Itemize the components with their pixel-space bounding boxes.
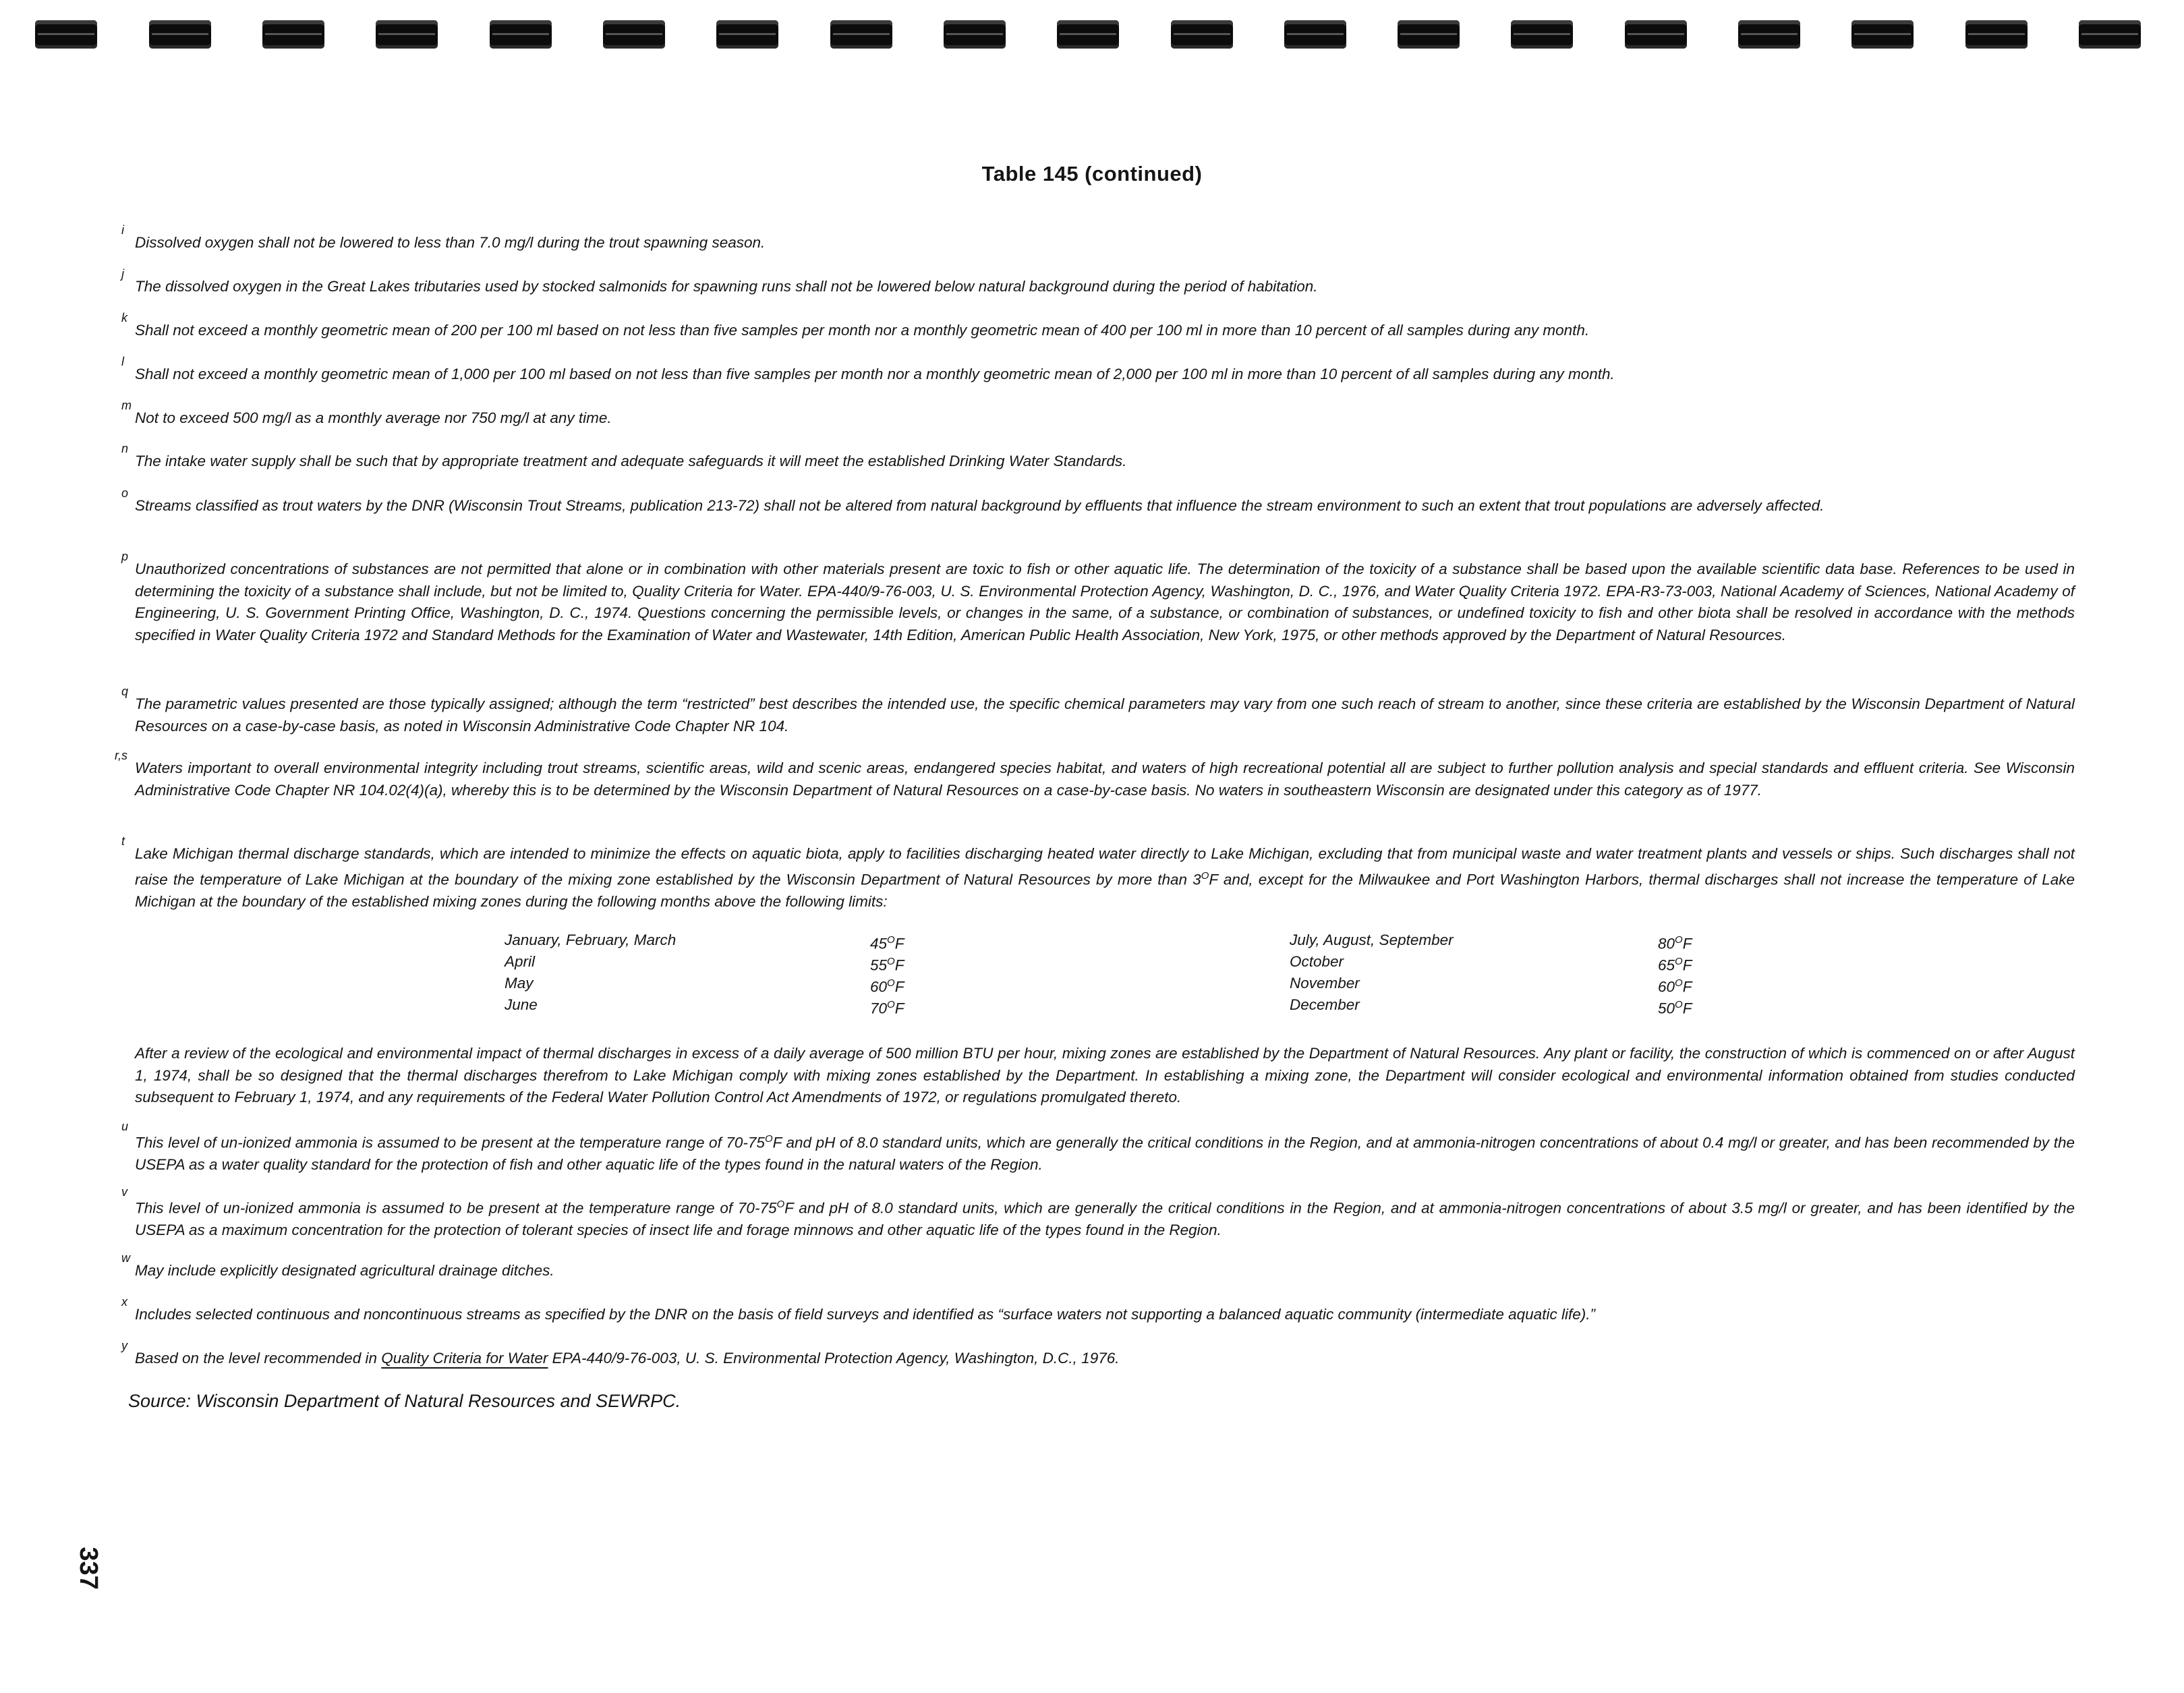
footnote-mark: p [121,550,129,563]
source-note: Source: Wisconsin Department of Natural Resources and SEWRPC. [128,1391,681,1411]
limit-temperature: $60^OF$ [1658,977,1692,996]
limit-months: October [1290,953,1344,970]
footnote-mark: j [121,267,124,281]
footnote-u [121,1120,2075,1176]
binder-hole [1625,20,1687,49]
binder-hole [35,20,97,49]
footnote-x [121,1295,2075,1326]
limit-months: January, February, March [505,931,677,948]
footnote-text: Lake Michigan thermal discharge standards, which are intended to minimize the effects on aquatic biota, apply to facilities discharging heated water directly to Lake Michigan, excluding that from municipal waste and water treatment plants and vessels or ships. Such discharges shall not raise the temperature of Lake Michigan at the boundary of the mixing zone established by the Wisconsin Department of Natural Resources by more than 3 [135,845,2075,888]
binder-hole [1284,20,1346,49]
limit-temperature: $80^OF$ [1658,934,1692,952]
limit-temperature: $55^OF$ [870,956,904,974]
binder-hole [1057,20,1119,49]
binder-hole [1398,20,1460,49]
footnote-rs [115,749,2075,801]
binder-hole [1738,20,1800,49]
binder-hole [2079,20,2141,49]
footnote-text: Shall not exceed a monthly geometric mean of 200 per 100 ml based on not less than five samples per month nor a monthly geometric mean of 400 per 100 ml in more than 10 percent of all samples during any month. [135,322,1590,339]
limit-temperature: $70^OF$ [870,999,904,1017]
footnote-text: Waters important to overall environmental integrity including trout streams, scientific areas, wild and scenic areas, endangered species habitat, and waters of high recreational potential all are subject to further pollution analysis and special standards and effluent criteria. See Wisconsin Administrative Code Chapter NR 104.02(4)(a), whereby this is to be determined by the Wisconsin Department of Natural Resources on a case-by-case basis. No waters in southeastern Wisconsin are designated under this category as of 1977. [135,759,2075,799]
footnote-q [121,685,2075,737]
binder-hole [262,20,324,49]
limit-temperature: $45^OF$ [870,934,904,952]
binder-hole [1171,20,1233,49]
footnote-m [121,399,2075,430]
footnote-mark: o [121,486,129,500]
footnote-w [121,1251,2075,1282]
footnote-text: F and pH of 8.0 standard units, which are generally the critical conditions in the Region, and at ammonia-nitrogen concentrations of about 3.5 mg/l or greater, and has been identified by the USEPA as a maximum concentration for the protection of tolerant species of insect life and forage minnows and other aquatic life of the types found in the Region. [135,1199,2075,1238]
footnote-text: F and pH of 8.0 standard units, which are generally the critical conditions in the Region, and at ammonia-nitrogen concentrations of about 0.4 mg/l or greater, and has been recommended by the USEPA as a water quality standard for the protection of fish and other aquatic life of the types found in the natural waters of the Region. [135,1134,2075,1173]
footnote-text: Unauthorized concentrations of substances are not permitted that alone or in combination with other materials present are toxic to fish or other aquatic life. The determination of the toxicity of a substance shall be based upon the available scientific data base. References to be used in determining the toxicity of a substance shall include, but not be limited to, Quality Criteria for Water. EPA-440/9-76-003, U. S. Environmental Protection Agency, Washington, D. C., 1976, and Water Quality Criteria 1972. EPA-R3-73-003, National Academy of Sciences, National Academy of Engineering, U. S. Government Printing Office, Washington, D. C., 1974. Questions concerning the permissible levels, or changes in the same, of a substance, or combination of substances, or undefined toxicity to fish and other biota shall be resolved in accordance with the methods specified in Water Quality Criteria 1972 and Standard Methods for the Examination of Water and Wastewater, 14th Edition, American Public Health Association, New York, 1975, or other methods approved by the Department of Natural Resources. [135,561,2075,643]
footnote-mark: v [121,1185,127,1199]
footnote-v [121,1185,2075,1242]
footnote-mark: i [121,223,124,237]
footnote-p [121,550,2075,646]
page-number: 337 [74,1547,103,1590]
footnote-text: EPA-440/9-76-003, U. S. Environmental Protection Agency, Washington, D.C., 1976. [548,1350,1120,1367]
footnote-text: Not to exceed 500 mg/l as a monthly average nor 750 mg/l at any time. [135,409,612,426]
limit-months: April [505,953,536,970]
binder-hole [490,20,552,49]
footnote-text: Includes selected continuous and noncontinuous streams as specified by the DNR on the basis of field surveys and identified as “surface waters not supporting a balanced aquatic community (intermediate aquatic life).” [135,1306,1595,1323]
footnote-i [121,223,2075,254]
limit-months: December [1290,996,1360,1013]
degree-sign: O [764,1133,773,1145]
footnote-text: The dissolved oxygen in the Great Lakes tributaries used by stocked salmonids for spawning runs shall not be lowered below natural background during the period of habitation. [135,278,1318,295]
footnote-o [121,486,2075,517]
footnote-mark: m [121,399,132,412]
footnote-mark: l [121,355,124,368]
thermal-limits-table [0,929,2184,1017]
limit-months: July, August, September [1290,931,1454,948]
footnote-text: This level of un-ionized ammonia is assumed to be present at the temperature range of 70-75 [135,1134,765,1151]
footnote-y [121,1339,2075,1370]
footnote-mark: x [121,1295,127,1309]
footnote-t-followup: After a review of the ecological and environmental impact of thermal discharges in excess of a daily average of 500 million BTU per hour, mixing zones are established by the Department of Natural Resources. Any plant or facility, the construction of which is commenced on or after August 1, 1974, shall be so designed that the thermal discharges therefrom to Lake Michigan comply with mixing zones established by the Department. In establishing a mixing zone, the Department will consider ecological and environmental information obtained from studies conducted subsequent to February 1, 1974, and any requirements of the Federal Water Pollution Control Act Amendments of 1972, or regulations promulgated thereto. [135,1045,2075,1106]
footnote-j [121,267,2075,298]
footnote-mark: r,s [115,749,128,762]
footnote-text: Based on the level recommended in [135,1350,382,1367]
footnote-text: Streams classified as trout waters by the DNR (Wisconsin Trout Streams, publication 213-72) shall not be altered from natural background by effluents that influence the stream environment to such an extent that trout populations are adversely affected. [135,497,1824,514]
binder-hole [830,20,892,49]
binder-hole [944,20,1006,49]
limit-months: May [505,975,534,992]
binder-hole [1511,20,1573,49]
footnote-mark: n [121,442,129,455]
footnote-k [121,311,2075,342]
binder-hole [603,20,665,49]
binder-hole [376,20,438,49]
limit-months: June [505,996,538,1013]
footnote-text: The parametric values presented are those typically assigned; although the term “restricted” best describes the intended use, the specific chemical parameters may vary from one such reach of stream to another, since these criteria are established by the Wisconsin Department of Natural Resources on a case-by-case basis, as noted in Wisconsin Administrative Code Chapter NR 104. [135,695,2075,735]
limit-temperature: $60^OF$ [870,977,904,996]
limit-temperature: $50^OF$ [1658,999,1692,1017]
table-title: Table 145 (continued) [981,162,1203,185]
limit-months: November [1290,975,1360,992]
footnote-text: Shall not exceed a monthly geometric mean of 1,000 per 100 ml based on not less than five samples per month nor a monthly geometric mean of 2,000 per 100 ml in more than 10 percent of all samples during any month. [135,366,1615,382]
footnote-mark: t [121,834,125,848]
footnote-text: F and, except for the Milwaukee and Port Washington Harbors, thermal discharges shall not increase the temperature of Lake Michigan at the boundary of the established mixing zones during the following months above the following limits: [135,871,2075,910]
footnote-l [121,355,2075,386]
footnote-n [121,442,2075,473]
binder-holes [0,20,2184,53]
publication-title: Quality Criteria for Water [381,1350,548,1367]
degree-sign: O [776,1199,785,1210]
binder-hole [149,20,211,49]
footnote-mark: k [121,311,127,324]
footnote-t [121,834,2075,913]
footnote-text: May include explicitly designated agricultural drainage ditches. [135,1262,554,1279]
limit-temperature: $65^OF$ [1658,956,1692,974]
footnote-text: This level of un-ionized ammonia is assumed to be present at the temperature range of 70-75 [135,1199,777,1217]
binder-hole [1965,20,2028,49]
footnote-mark: y [121,1339,127,1352]
footnote-mark: u [121,1120,129,1133]
footnote-text: The intake water supply shall be such that by appropriate treatment and adequate safeguards it will meet the established Drinking Water Standards. [135,453,1127,469]
footnote-mark: q [121,685,129,698]
degree-sign: O [1201,869,1209,882]
binder-hole [716,20,778,49]
footnote-text: Dissolved oxygen shall not be lowered to less than 7.0 mg/l during the trout spawning season. [135,234,766,251]
footnote-mark: w [121,1251,130,1265]
binder-hole [1851,20,1914,49]
